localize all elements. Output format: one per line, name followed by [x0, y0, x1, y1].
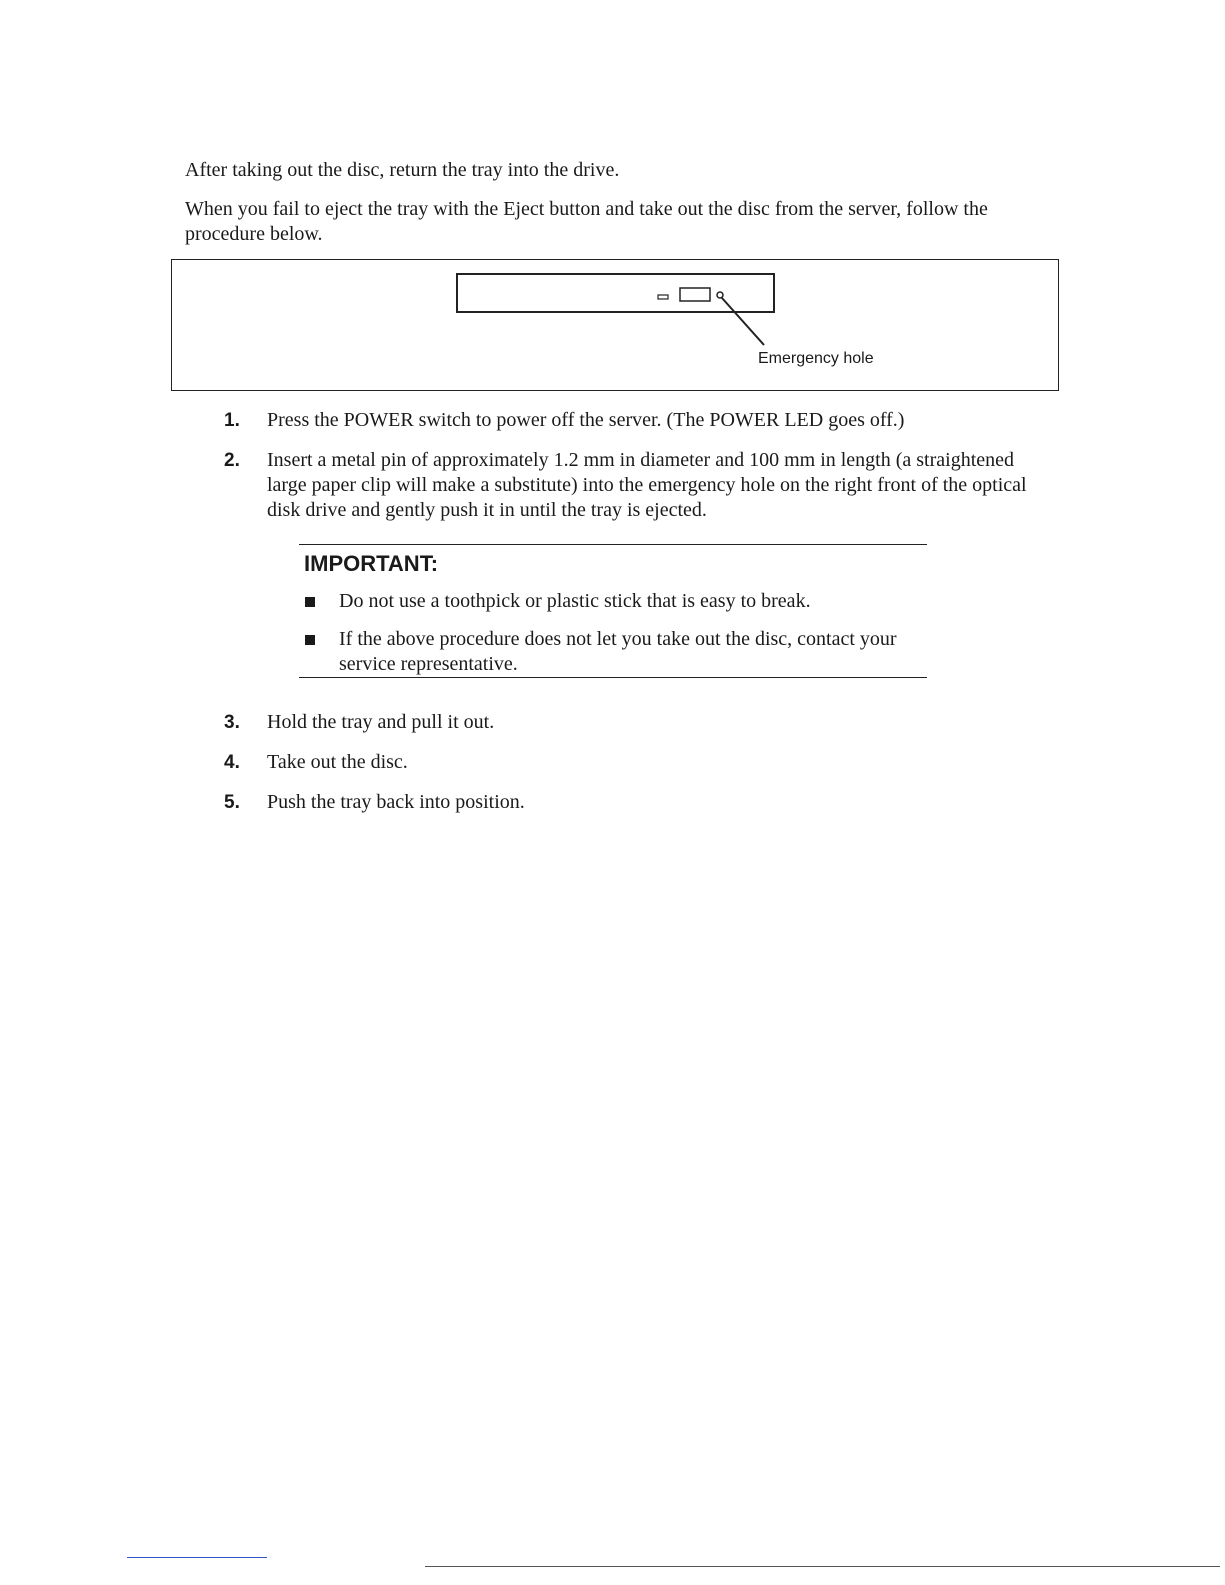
- step-text: Hold the tray and pull it out.: [267, 711, 495, 733]
- important-title: IMPORTANT:: [304, 551, 439, 576]
- step-text: Take out the disc.: [267, 751, 408, 773]
- step-number: 2.: [224, 450, 240, 471]
- step-number: 1.: [224, 410, 240, 431]
- bullet-text: Do not use a toothpick or plastic stick that is easy to break.: [339, 590, 811, 612]
- square-bullet-icon: [305, 635, 315, 645]
- intro-paragraph-1: After taking out the disc, return the tray into the drive.: [185, 159, 620, 181]
- emergency-hole-label: Emergency hole: [758, 350, 874, 367]
- intro-paragraph-2: When you fail to eject the tray with the Eject button and take out the disc from the server, follow the procedure below.: [185, 198, 988, 245]
- step-number: 4.: [224, 752, 240, 773]
- step-text: Insert a metal pin of approximately 1.2 mm in diameter and 100 mm in length (a straightened large paper clip will make a substitute) into the emergency hole on the right front of the optical disk drive and gently push it in until the tray is ejected.: [267, 449, 1027, 521]
- step-text: Push the tray back into position.: [267, 791, 525, 813]
- drive-figure: [171, 259, 1059, 391]
- emergency-hole: [717, 292, 723, 298]
- step-text: Press the POWER switch to power off the server. (The POWER LED goes off.): [267, 409, 905, 431]
- footer-divider: [425, 1566, 1220, 1567]
- step-number: 3.: [224, 712, 240, 733]
- emergency-hole-leader-line: [722, 298, 764, 345]
- step-number: 5.: [224, 792, 240, 813]
- bullet-text: If the above procedure does not let you take out the disc, contact your service representative.: [339, 628, 897, 675]
- eject-button: [680, 288, 710, 301]
- optical-drive-illustration: [172, 260, 1060, 392]
- drive-led: [658, 295, 668, 299]
- important-note: [299, 544, 927, 678]
- footer-divider: [127, 1557, 267, 1558]
- drive-front-panel: [457, 274, 774, 312]
- square-bullet-icon: [305, 597, 315, 607]
